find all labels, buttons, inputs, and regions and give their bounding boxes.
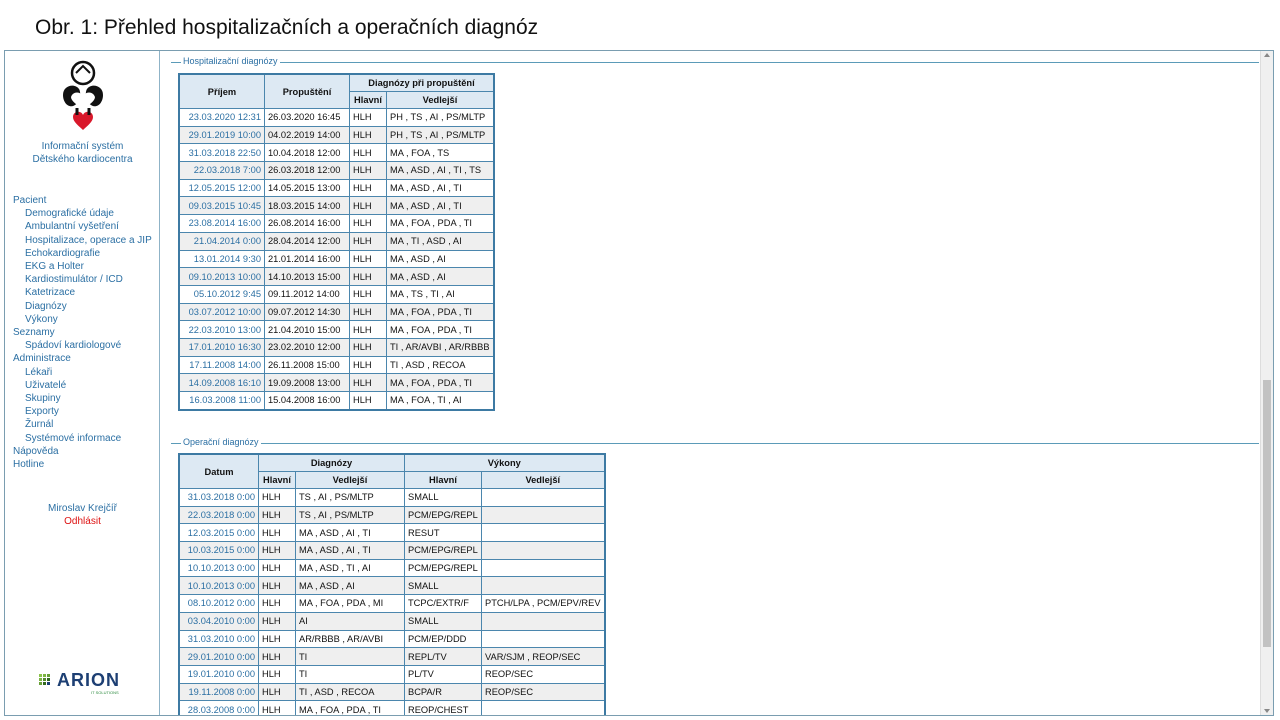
- system-name-line-1: Informační systém: [41, 141, 124, 152]
- main-procedure-cell: SMALL: [405, 489, 482, 507]
- admission-cell[interactable]: 09.03.2015 10:45: [179, 197, 265, 215]
- date-cell[interactable]: 03.04.2010 0:00: [179, 612, 259, 630]
- discharge-cell: 21.04.2010 15:00: [265, 321, 350, 339]
- secondary-procedure-cell: VAR/SJM , REOP/SEC: [482, 648, 605, 666]
- sidebar-item[interactable]: Administrace: [13, 353, 71, 365]
- sidebar-item[interactable]: Diagnózy: [25, 300, 67, 312]
- secondary-procedure-cell: [482, 559, 605, 577]
- scroll-down-arrow-icon[interactable]: [1264, 709, 1270, 713]
- discharge-cell: 10.04.2018 12:00: [265, 144, 350, 162]
- table-row[interactable]: [179, 162, 494, 180]
- sidebar-item[interactable]: Lékaři: [25, 366, 53, 378]
- secondary-diagnosis-cell: TI: [296, 665, 405, 683]
- main-diagnosis-cell: HLH: [350, 303, 387, 321]
- secondary-diagnosis-cell: TI , AR/AVBI , AR/RBBB: [387, 338, 495, 356]
- table-row[interactable]: [179, 144, 494, 162]
- table-row[interactable]: [179, 392, 494, 410]
- col-date[interactable]: Datum: [179, 454, 259, 489]
- main-procedure-cell: SMALL: [405, 577, 482, 595]
- main-diagnosis-cell: HLH: [350, 179, 387, 197]
- secondary-diagnosis-cell: MA , FOA , PDA , TI: [387, 303, 495, 321]
- hospitalization-section: [171, 56, 1259, 66]
- main-diagnosis-cell: HLH: [259, 612, 296, 630]
- date-cell[interactable]: 29.01.2010 0:00: [179, 648, 259, 666]
- table-row[interactable]: [179, 630, 605, 648]
- secondary-diagnosis-cell: MA , FOA , TS: [387, 144, 495, 162]
- sidebar-item[interactable]: Výkony: [25, 313, 58, 325]
- secondary-diagnosis-cell: AI: [296, 612, 405, 630]
- main-diagnosis-cell: HLH: [259, 542, 296, 560]
- secondary-diagnosis-cell: TS , AI , PS/MLTP: [296, 506, 405, 524]
- secondary-diagnosis-cell: TS , AI , PS/MLTP: [296, 489, 405, 507]
- main-diagnosis-cell: HLH: [350, 109, 387, 127]
- date-cell[interactable]: 10.10.2013 0:00: [179, 577, 259, 595]
- col-op-main-diagnosis[interactable]: Hlavní: [259, 472, 296, 489]
- date-cell[interactable]: 10.03.2015 0:00: [179, 542, 259, 560]
- table-row[interactable]: [179, 701, 605, 716]
- vendor-name: ARION: [57, 670, 120, 690]
- figure-caption: Obr. 1: Přehled hospitalizačních a operačních diagnóz: [35, 16, 539, 39]
- admission-cell[interactable]: 17.01.2010 16:30: [179, 338, 265, 356]
- admission-cell[interactable]: 09.10.2013 10:00: [179, 268, 265, 286]
- table-row[interactable]: [179, 559, 605, 577]
- vendor-grid-icon: [39, 674, 53, 688]
- secondary-procedure-cell: [482, 630, 605, 648]
- secondary-diagnosis-cell: TI , ASD , RECOA: [296, 683, 405, 701]
- table-row[interactable]: [179, 250, 494, 268]
- secondary-diagnosis-cell: MA , ASD , AI , TI , TS: [387, 162, 495, 180]
- sidebar-item[interactable]: Hospitalizace, operace a JIP: [25, 234, 152, 246]
- col-secondary-diagnosis[interactable]: Vedlejší: [387, 92, 495, 109]
- admission-cell[interactable]: 17.11.2008 14:00: [179, 356, 265, 374]
- discharge-cell: 23.02.2010 12:00: [265, 338, 350, 356]
- secondary-diagnosis-cell: MA , FOA , TI , AI: [387, 392, 495, 410]
- operations-legend: Operační diagnózy: [183, 437, 259, 447]
- table-row[interactable]: [179, 268, 494, 286]
- table-row[interactable]: [179, 683, 605, 701]
- admission-cell[interactable]: 22.03.2010 13:00: [179, 321, 265, 339]
- sidebar-item[interactable]: Demografické údaje: [25, 208, 114, 220]
- main-diagnosis-cell: HLH: [350, 250, 387, 268]
- hospitalization-table: [178, 73, 495, 411]
- discharge-cell: 28.04.2014 12:00: [265, 232, 350, 250]
- discharge-cell: 09.07.2012 14:30: [265, 303, 350, 321]
- main-procedure-cell: REOP/CHEST: [405, 701, 482, 716]
- table-row[interactable]: [179, 321, 494, 339]
- main-procedure-cell: BCPA/R: [405, 683, 482, 701]
- sidebar-item[interactable]: Echokardiografie: [25, 247, 101, 259]
- col-diagnoses-group: Diagnózy: [259, 454, 405, 472]
- main-diagnosis-cell: HLH: [350, 232, 387, 250]
- sidebar-item[interactable]: Žurnál: [25, 419, 54, 431]
- secondary-diagnosis-cell: PH , TS , AI , PS/MLTP: [387, 109, 495, 127]
- table-row[interactable]: [179, 595, 605, 613]
- date-cell[interactable]: 08.10.2012 0:00: [179, 595, 259, 613]
- table-row[interactable]: [179, 489, 605, 507]
- date-cell[interactable]: 12.03.2015 0:00: [179, 524, 259, 542]
- main-procedure-cell: PCM/EPG/REPL: [405, 542, 482, 560]
- user-name[interactable]: Miroslav Krejčíř: [48, 503, 117, 514]
- main-procedure-cell: PCM/EP/DDD: [405, 630, 482, 648]
- col-op-secondary-procedure[interactable]: Vedlejší: [482, 472, 605, 489]
- secondary-diagnosis-cell: TI: [296, 648, 405, 666]
- admission-cell[interactable]: 31.03.2018 22:50: [179, 144, 265, 162]
- system-name: [5, 140, 160, 166]
- secondary-diagnosis-cell: MA , ASD , AI: [387, 250, 495, 268]
- secondary-diagnosis-cell: MA , FOA , PDA , TI: [387, 321, 495, 339]
- main-procedure-cell: REPL/TV: [405, 648, 482, 666]
- main-diagnosis-cell: HLH: [350, 285, 387, 303]
- secondary-diagnosis-cell: MA , ASD , AI , TI: [296, 524, 405, 542]
- secondary-procedure-cell: [482, 524, 605, 542]
- table-row[interactable]: [179, 303, 494, 321]
- table-row[interactable]: [179, 506, 605, 524]
- date-cell[interactable]: 10.10.2013 0:00: [179, 559, 259, 577]
- sidebar-item[interactable]: Spádoví kardiologové: [25, 340, 122, 352]
- main-diagnosis-cell: HLH: [350, 356, 387, 374]
- secondary-procedure-cell: [482, 506, 605, 524]
- main-diagnosis-cell: HLH: [350, 338, 387, 356]
- sidebar-item[interactable]: Seznamy: [13, 327, 55, 339]
- discharge-cell: 14.10.2013 15:00: [265, 268, 350, 286]
- admission-cell[interactable]: 12.05.2015 12:00: [179, 179, 265, 197]
- secondary-diagnosis-cell: MA , ASD , AI , TI: [387, 179, 495, 197]
- main-diagnosis-cell: HLH: [259, 630, 296, 648]
- date-cell[interactable]: 31.03.2010 0:00: [179, 630, 259, 648]
- secondary-diagnosis-cell: MA , ASD , TI , AI: [296, 559, 405, 577]
- date-cell[interactable]: 19.11.2008 0:00: [179, 683, 259, 701]
- secondary-diagnosis-cell: MA , ASD , AI: [387, 268, 495, 286]
- table-row[interactable]: [179, 285, 494, 303]
- col-procedures-group: Výkony: [405, 454, 605, 472]
- sidebar-item[interactable]: Exporty: [25, 406, 59, 418]
- admission-cell[interactable]: 05.10.2012 9:45: [179, 285, 265, 303]
- col-discharge[interactable]: Propuštění: [265, 74, 350, 109]
- main-diagnosis-cell: HLH: [259, 648, 296, 666]
- admission-cell[interactable]: 29.01.2019 10:00: [179, 126, 265, 144]
- main-diagnosis-cell: HLH: [350, 144, 387, 162]
- main-procedure-cell: PCM/EPG/REPL: [405, 506, 482, 524]
- admission-cell[interactable]: 03.07.2012 10:00: [179, 303, 265, 321]
- date-cell[interactable]: 19.01.2010 0:00: [179, 665, 259, 683]
- secondary-procedure-cell: REOP/SEC: [482, 665, 605, 683]
- secondary-procedure-cell: [482, 612, 605, 630]
- table-row[interactable]: [179, 109, 494, 127]
- table-row[interactable]: [179, 197, 494, 215]
- table-row[interactable]: [179, 232, 494, 250]
- table-row[interactable]: [179, 648, 605, 666]
- secondary-diagnosis-cell: MA , TI , ASD , AI: [387, 232, 495, 250]
- main-diagnosis-cell: HLH: [259, 701, 296, 716]
- sidebar-item[interactable]: Systémové informace: [25, 432, 122, 444]
- secondary-diagnosis-cell: MA , FOA , PDA , TI: [296, 701, 405, 716]
- main-diagnosis-cell: HLH: [350, 321, 387, 339]
- secondary-diagnosis-cell: MA , FOA , PDA , MI: [296, 595, 405, 613]
- secondary-diagnosis-cell: AR/RBBB , AR/AVBI: [296, 630, 405, 648]
- table-row[interactable]: [179, 338, 494, 356]
- col-discharge-diagnoses: Diagnózy při propuštění: [350, 74, 495, 92]
- vertical-scrollbar[interactable]: [1260, 51, 1273, 715]
- sidebar: [5, 51, 160, 715]
- sidebar-item[interactable]: Pacient: [13, 195, 47, 206]
- sidebar-item[interactable]: Ambulantní vyšetření: [25, 221, 119, 233]
- sidebar-item[interactable]: Nápověda: [13, 445, 59, 457]
- col-main-diagnosis[interactable]: Hlavní: [350, 92, 387, 109]
- table-row[interactable]: [179, 542, 605, 560]
- table-row[interactable]: [179, 612, 605, 630]
- scrollbar-thumb[interactable]: [1263, 380, 1271, 647]
- main-diagnosis-cell: HLH: [259, 524, 296, 542]
- table-row[interactable]: [179, 374, 494, 392]
- main-procedure-cell: PL/TV: [405, 665, 482, 683]
- secondary-procedure-cell: [482, 489, 605, 507]
- secondary-procedure-cell: [482, 577, 605, 595]
- table-row[interactable]: [179, 215, 494, 233]
- vendor-subtitle: IT SOLUTIONS: [91, 690, 119, 695]
- main-diagnosis-cell: HLH: [350, 374, 387, 392]
- main-diagnosis-cell: HLH: [259, 577, 296, 595]
- main-diagnosis-cell: HLH: [259, 506, 296, 524]
- sidebar-item[interactable]: Hotline: [13, 459, 45, 471]
- main-diagnosis-cell: HLH: [259, 595, 296, 613]
- date-cell[interactable]: 22.03.2018 0:00: [179, 506, 259, 524]
- admission-cell[interactable]: 21.04.2014 0:00: [179, 232, 265, 250]
- secondary-diagnosis-cell: PH , TS , AI , PS/MLTP: [387, 126, 495, 144]
- discharge-cell: 15.04.2008 16:00: [265, 392, 350, 410]
- main-diagnosis-cell: HLH: [350, 215, 387, 233]
- secondary-diagnosis-cell: MA , FOA , PDA , TI: [387, 215, 495, 233]
- main-procedure-cell: TCPC/EXTR/F: [405, 595, 482, 613]
- admission-cell[interactable]: 16.03.2008 11:00: [179, 392, 265, 410]
- sidebar-item[interactable]: Uživatelé: [25, 379, 67, 391]
- system-name-line-2: Dětského kardiocentra: [32, 154, 133, 165]
- main-diagnosis-cell: HLH: [350, 162, 387, 180]
- discharge-cell: 04.02.2019 14:00: [265, 126, 350, 144]
- secondary-diagnosis-cell: MA , ASD , AI , TI: [296, 542, 405, 560]
- date-cell[interactable]: 28.03.2008 0:00: [179, 701, 259, 716]
- table-row[interactable]: [179, 577, 605, 595]
- secondary-procedure-cell: [482, 701, 605, 716]
- discharge-cell: 26.03.2020 16:45: [265, 109, 350, 127]
- main-diagnosis-cell: HLH: [350, 126, 387, 144]
- operations-table: [178, 453, 606, 716]
- main-procedure-cell: PCM/EPG/REPL: [405, 559, 482, 577]
- col-op-main-procedure[interactable]: Hlavní: [405, 472, 482, 489]
- user-box: [5, 502, 160, 528]
- scroll-up-arrow-icon[interactable]: [1264, 53, 1270, 57]
- col-admission[interactable]: Příjem: [179, 74, 265, 109]
- main-content: [165, 51, 1265, 715]
- sidebar-item[interactable]: Katetrizace: [25, 287, 76, 299]
- date-cell[interactable]: 31.03.2018 0:00: [179, 489, 259, 507]
- operations-section: [171, 437, 1259, 447]
- discharge-cell: 21.01.2014 16:00: [265, 250, 350, 268]
- secondary-procedure-cell: REOP/SEC: [482, 683, 605, 701]
- app-window: [4, 50, 1274, 716]
- secondary-diagnosis-cell: TI , ASD , RECOA: [387, 356, 495, 374]
- main-diagnosis-cell: HLH: [350, 197, 387, 215]
- table-row[interactable]: [179, 126, 494, 144]
- vendor-logo: [39, 671, 129, 697]
- discharge-cell: 19.09.2008 13:00: [265, 374, 350, 392]
- main-diagnosis-cell: HLH: [350, 392, 387, 410]
- col-op-secondary-diagnosis[interactable]: Vedlejší: [296, 472, 405, 489]
- logout-link[interactable]: Odhlásit: [64, 516, 101, 527]
- main-procedure-cell: SMALL: [405, 612, 482, 630]
- table-row[interactable]: [179, 524, 605, 542]
- admission-cell[interactable]: 13.01.2014 9:30: [179, 250, 265, 268]
- main-diagnosis-cell: HLH: [259, 559, 296, 577]
- table-row[interactable]: [179, 179, 494, 197]
- secondary-procedure-cell: PTCH/LPA , PCM/EPV/REV: [482, 595, 605, 613]
- secondary-diagnosis-cell: MA , TS , TI , AI: [387, 285, 495, 303]
- secondary-diagnosis-cell: MA , FOA , PDA , TI: [387, 374, 495, 392]
- discharge-cell: 09.11.2012 14:00: [265, 285, 350, 303]
- discharge-cell: 14.05.2015 13:00: [265, 179, 350, 197]
- table-row[interactable]: [179, 665, 605, 683]
- admission-cell[interactable]: 22.03.2018 7:00: [179, 162, 265, 180]
- sidebar-item[interactable]: Skupiny: [25, 393, 61, 405]
- discharge-cell: 26.03.2018 12:00: [265, 162, 350, 180]
- discharge-cell: 26.08.2014 16:00: [265, 215, 350, 233]
- admission-cell[interactable]: 14.09.2008 16:10: [179, 374, 265, 392]
- main-procedure-cell: RESUT: [405, 524, 482, 542]
- admission-cell[interactable]: 23.08.2014 16:00: [179, 215, 265, 233]
- heart-family-logo-icon: [57, 59, 109, 133]
- main-diagnosis-cell: HLH: [350, 268, 387, 286]
- main-diagnosis-cell: HLH: [259, 489, 296, 507]
- secondary-diagnosis-cell: MA , ASD , AI , TI: [387, 197, 495, 215]
- hospitalization-legend: Hospitalizační diagnózy: [183, 56, 278, 66]
- table-row[interactable]: [179, 356, 494, 374]
- admission-cell[interactable]: 23.03.2020 12:31: [179, 109, 265, 127]
- sidebar-item[interactable]: EKG a Holter: [25, 261, 84, 273]
- main-diagnosis-cell: HLH: [259, 665, 296, 683]
- discharge-cell: 18.03.2015 14:00: [265, 197, 350, 215]
- sidebar-item[interactable]: Kardiostimulátor / ICD: [25, 274, 123, 286]
- secondary-procedure-cell: [482, 542, 605, 560]
- discharge-cell: 26.11.2008 15:00: [265, 356, 350, 374]
- main-diagnosis-cell: HLH: [259, 683, 296, 701]
- secondary-diagnosis-cell: MA , ASD , AI: [296, 577, 405, 595]
- sidebar-nav: [13, 194, 152, 471]
